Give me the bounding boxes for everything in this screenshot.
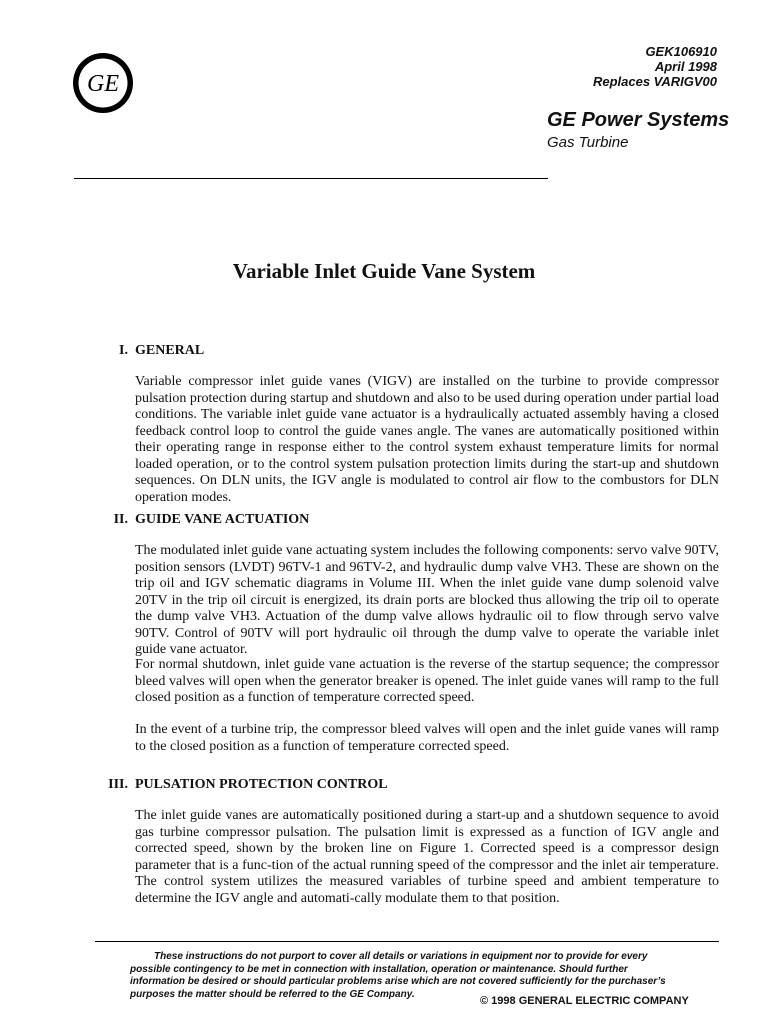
replaces-note: Replaces VARIGV00	[592, 74, 717, 89]
brand-title: GE Power Systems	[547, 109, 730, 131]
paragraph: Variable compressor inlet guide vanes (VIGV) are installed on the turbine to provide compressor pulsation protection during startup and shutdown and also to be used during operation under partial load conditions. The variable inlet guide vane actuator is a hydraulically actuated assembly having a closed feedback control loop to control the guide vanes angle. The vanes are automatically positioned within their operating range in response either to the control system exhaust temperature limits for normal loaded operation, or to the control system pulsation protection limits during the start-up and shutdown sequences. On DLN units, the IGV angle is modulated to control air flow to the combustors for DLN operation modes.	[135, 374, 719, 505]
section-title: PULSATION PROTECTION CONTROL	[135, 777, 388, 792]
brand-block	[547, 108, 729, 152]
document-meta	[593, 44, 717, 89]
header-divider	[74, 178, 548, 179]
ge-monogram-icon	[72, 52, 134, 114]
section-number: II.	[113, 512, 128, 527]
paragraph: The modulated inlet guide vane actuating system includes the following components: servo valve 90TV, position sensors (LVDT) 96TV-1 and 96TV-2, and hydraulic dump valve VH3. These are shown on the trip oil and IGV schematic diagrams in Volume III. When the inlet guide vane dump solenoid valve 20TV in the trip oil circuit is energized, its drain ports are blocked thus allowing the trip oil to operate the dump valve VH3. Actuation of the dump valve allows hydraulic oil to flow through servo valve 90TV. Control of 90TV will port hydraulic oil through the dump valve to operate the variable inlet guide vane actuator.	[135, 543, 719, 657]
brand-subtitle: Gas Turbine	[547, 134, 629, 151]
section-title: GENERAL	[135, 343, 205, 358]
logo-text: GE	[87, 71, 119, 97]
section-title: GUIDE VANE ACTUATION	[135, 512, 310, 527]
paragraph: The inlet guide vanes are automatically positioned during a start-up and a shutdown sequence to avoid gas turbine compressor pulsation. The pulsation limit is expressed as a function of IGV angle and corrected speed, shown by the broken line on Figure 1. Corrected speed is a compressor design parameter that is a func-tion of the actual running speed of the compressor and the inlet air temperature. The control system utilizes the measured variables of turbine speed and ambient temperature to determine the IGV angle and automati-cally modulate them to that position.	[135, 808, 719, 906]
copyright-notice: © 1998 GENERAL ELECTRIC COMPANY	[480, 995, 689, 1007]
document-id: GEK106910	[645, 44, 717, 59]
paragraph: In the event of a turbine trip, the compressor bleed valves will open and the inlet guide vanes will ramp to the closed position as a function of temperature corrected speed.	[135, 722, 719, 754]
paragraph: For normal shutdown, inlet guide vane actuation is the reverse of the startup sequence; the compressor bleed valves will open when the generator breaker is opened. The inlet guide vanes will ramp to the full closed position as a function of temperature corrected speed.	[135, 657, 719, 705]
ge-logo	[72, 52, 134, 114]
section-number: III.	[108, 777, 128, 792]
section-number: I.	[119, 343, 128, 358]
document-date: April 1998	[654, 59, 717, 74]
disclaimer-text: These instructions do not purport to cover all details or variations in equipment nor to provide for every possible contingency to be met in connection with installation, operation or maintenance. Should further information be desired or should particular problems arise which are not covered sufficiently for the purchaser’s purposes the matter should be referred to the GE Company.	[130, 951, 666, 1000]
footer-divider	[95, 941, 719, 942]
document-title: Variable Inlet Guide Vane System	[232, 259, 536, 283]
